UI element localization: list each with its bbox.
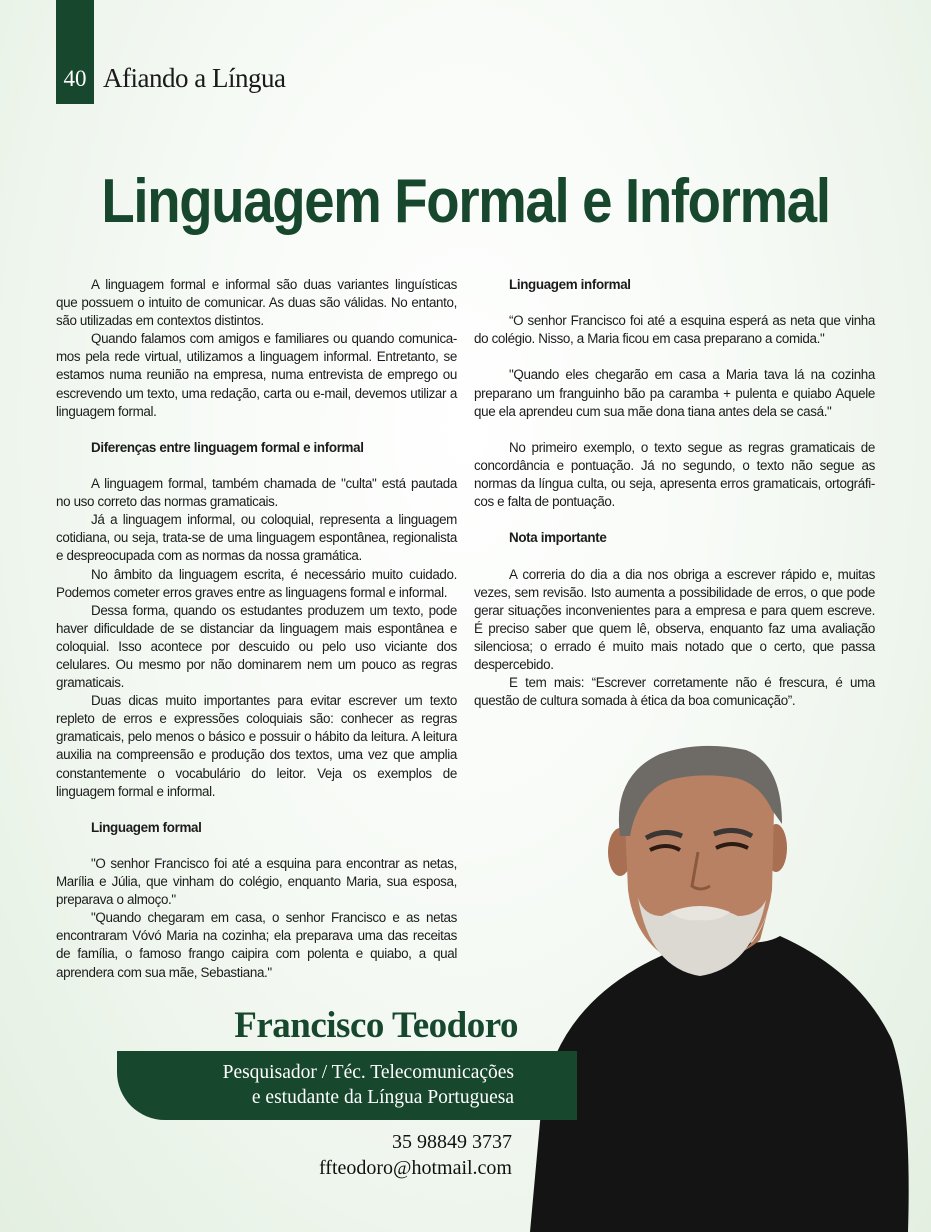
formal-example-2: "Quando chegaram em casa, o senhor Francisco e as netas encontraram Vóvó Maria na cozinha; ela preparava uma das receitas de família, o famoso frango caipira com polenta e quiabo, a qual aprendera com sua mãe, Sebastiana."	[56, 910, 457, 980]
author-email: ffteodoro@hotmail.com	[318, 1157, 512, 1179]
author-role	[140, 1060, 514, 1110]
subheading-linguagem-informal: Linguagem informal	[509, 277, 631, 292]
informal-example-2: "Quando eles chegarão em casa a Maria tava lá na cozinha preparano um franguinho bão pa caramba + pulenta e quiabo Aquele que ela aprendeu cum sua mãe dona tiana antes dela se casá."	[474, 367, 875, 419]
subheading-nota-importante: Nota importante	[509, 530, 607, 546]
paragraph: No primeiro exemplo, o texto segue as regras gramaticais de concordância e pontuação. Já no segundo, o texto não segue as normas da língua culta, ou seja, apresenta erros gramaticais, ortográfi-cos e falta de pontuação.	[474, 439, 875, 510]
article-left-column	[56, 276, 457, 982]
author-photo	[520, 740, 915, 1232]
subheading-diferencas: Diferenças entre linguagem formal e informal	[91, 439, 364, 455]
paragraph: A correria do dia a dia nos obriga a escrever rápido e, muitas vezes, sem revisão. Isto aumenta a possibilidade de erros, o que pode gerar situações inconvenientes para a empresa e para quem escreve. É preciso saber que quem lê, observa, enquanto faz uma avaliação silenciosa; o errado é muito mais notado que o certo, que passa despercebido.	[474, 566, 875, 672]
paragraph: Já a linguagem informal, ou coloquial, representa a linguagem cotidiana, ou seja, trata-se de uma linguagem espontânea, regionalista e despreocupada com as normas da nossa gramática.	[56, 512, 457, 564]
author-phone: 35 98849 3737	[392, 1131, 512, 1153]
author-contact	[200, 1129, 512, 1181]
paragraph: No âmbito da linguagem escrita, é necessário muito cuidado. Podemos cometer erros graves entre as linguagens formal e informal.	[56, 566, 457, 600]
paragraph: E tem mais: “Escrever corretamente não é frescura, é uma questão de cultura somada à ética da boa comunicação”.	[474, 675, 875, 709]
informal-example-1: “O senhor Francisco foi até a esquina esperá as neta que vinha do colégio. Nisso, a Maria ficou em casa preparano a comida."	[474, 313, 875, 347]
paragraph: Dessa forma, quando os estudantes produzem um texto, pode haver dificuldade de se distanciar da linguagem mais espontânea e coloquial. Isso acontece por descuido ou pelo uso viciante dos celulares. Ou mesmo por não dominarem nem um pouco as regras gramaticais.	[56, 602, 457, 691]
section-name: Afiando a Língua	[103, 63, 286, 93]
author-role-line1: Pesquisador / Téc. Telecomunicações	[222, 1062, 514, 1083]
author-role-line2: e estudante da Língua Portuguesa	[251, 1087, 514, 1108]
article-title: Linguagem Formal e Informal	[101, 167, 830, 236]
paragraph: A linguagem formal e informal são duas variantes linguísticas que possuem o intuito de comunicar. As duas são válidas. No entanto, são utilizadas em contextos distintos.	[56, 277, 457, 329]
article-right-column	[474, 276, 875, 710]
paragraph: Duas dicas muito importantes para evitar escrever um texto repleto de erros e expressões coloquiais são: conhecer as regras gramaticais, pelo menos o básico e possuir o hábito da leitura. A leitura auxilia na compreensão e produção dos textos, uma vez que amplia constantemente o vocabulário do leitor. Veja os exemplos de linguagem formal e informal.	[56, 693, 457, 799]
page-number-tab	[56, 0, 94, 104]
author-name: Francisco Teodoro	[234, 1005, 518, 1046]
subheading-linguagem-formal: Linguagem formal	[91, 819, 202, 835]
page-number: 40	[63, 66, 87, 91]
paragraph: Quando falamos com amigos e familiares ou quando comunica-mos pela rede virtual, utilizamos a linguagem informal. Entretanto, se estamos numa reunião na empresa, numa entrevista de emprego ou escrevendo um texto, uma redação, carta ou e-mail, devemos utilizar a linguagem formal.	[56, 331, 457, 419]
paragraph: A linguagem formal, também chamada de "culta" está pautada no uso correto das normas gramaticais.	[56, 476, 457, 510]
formal-example-1: "O senhor Francisco foi até a esquina para encontrar as netas, Marília e Júlia, que vinham do colégio, enquanto Maria, sua esposa, preparava o almoço."	[56, 856, 457, 908]
